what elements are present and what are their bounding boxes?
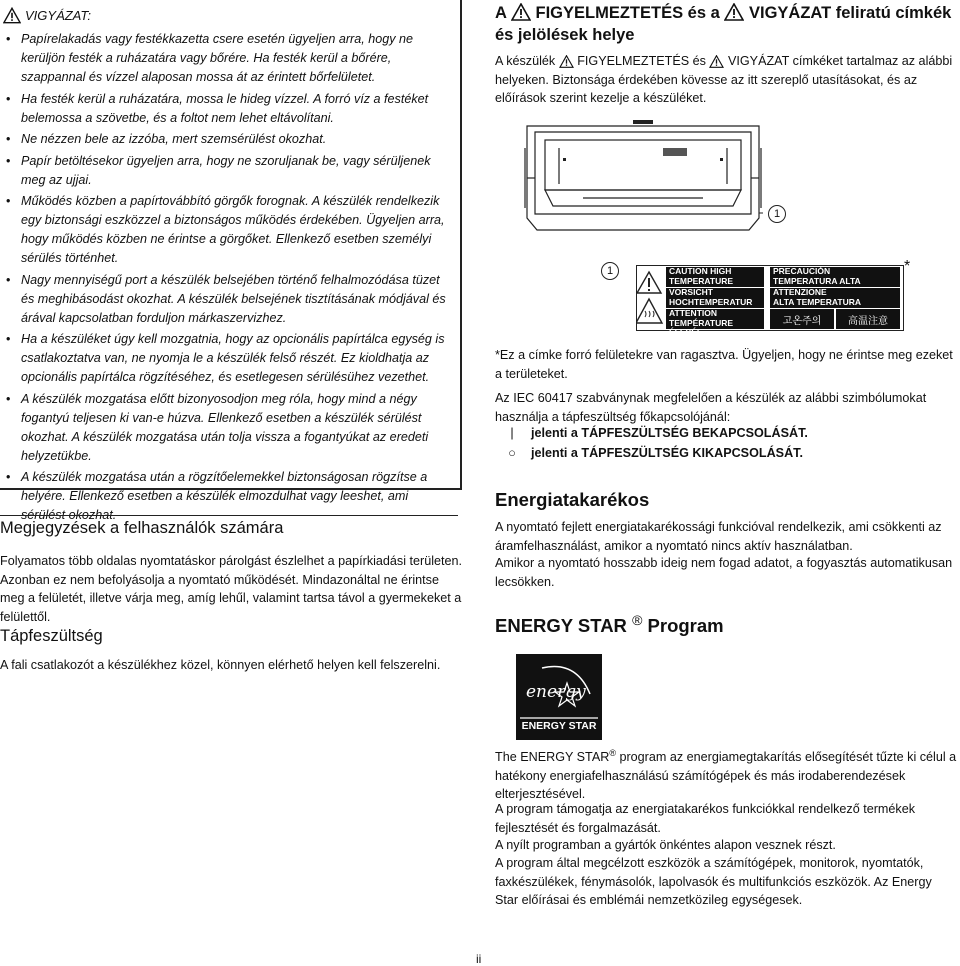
asterisk-marker: * [904,258,911,275]
sticker-line: ATTENZIONE [773,287,827,297]
caution-item: • Papír betöltésekor ügyeljen arra, hogy ne szoruljanak be, vagy sérüljenek meg az ujjai. [0,152,455,190]
energystar-p4: A program által megcélzott eszközök a számítógépek, monitorok, nyomtatók, faxkészülékek, fénymásolók, lapolvasók és multifunkciós eszközök. Az Energy Star előírásai és emblémái nemzetközileg egységesek. [495,856,932,907]
warning-labels-intro [495,52,957,108]
caution-title: VIGYÁZAT: [25,7,91,23]
warning-triangle-icon [724,3,744,21]
sticker-line: CAUTION HIGH [669,266,732,276]
power-off-row [503,446,803,460]
title-part: FIGYELMEZTETÉS és a [535,4,720,22]
sticker-text-es [773,267,898,286]
intro-part: A készülék [495,54,556,68]
sticker-text-en [669,267,764,286]
warning-triangle-icon [511,3,531,21]
sticker-text-fr [669,309,764,338]
power-off-symbol: ○ [508,446,516,460]
warning-triangle-icon [3,7,21,24]
callout-number: 1 [768,205,786,223]
printer-illustration [523,118,763,236]
registered-mark: ® [609,748,616,758]
sticker-text-it [773,288,898,307]
energystar-heading-text: ENERGY STAR [495,615,627,637]
power-text: A fali csatlakozót a készülékhez közel, könnyen elérhető helyen kell felszerelni. [0,658,441,672]
intro-part: VIGYÁZAT címkéket tartalmaz az alábbi helyeken. Biztonsága érdekében kövesse az itt szereplő utasításokat, és az előírások szerint kezelje a készüléket. [495,54,953,105]
energy-p2: Amikor a nyomtató hosszabb ideig nem fogad adatot, a fogyasztás automatikusan lecsökken. [495,556,953,589]
caution-item: • A készülék mozgatása előtt bizonyosodjon meg róla, hogy mind a négy fogantyú teljesen ki van-e húzva. Ellenkező esetben a készülék sérülést okozhat. A készülék mozgatása után tolja vissza a fogantyúkat az eredeti helyzetükbe. [0,390,455,466]
energystar-p1-part: The ENERGY STAR [495,750,610,765]
warning-triangle-icon [709,55,724,68]
callout-number: 1 [601,262,619,280]
sticker-line: HOCHTEMPERATUR [669,296,753,307]
energy-star-logo-text: ENERGY STAR [521,720,597,732]
energy-script-text: energy [526,682,586,702]
sticker-text-ja: 高温注意 [848,316,888,327]
sticker-text-ko: 고온주의 [782,316,822,327]
caution-heading [3,5,91,25]
sticker-line: VORSICHT [669,287,713,297]
registered-mark: ® [632,612,643,628]
energy-heading: Energiatakarékos [495,489,650,510]
power-on-symbol: | [510,426,514,440]
caution-item: • Ha a készüléket úgy kell mozgatnia, hogy az opcionális papírtálca egység is csatlakoztatva van, ne nyomja le a készülék felső részét. Ez kioldhatja az opcionális papírtálca rögzítéséhez, és esetlegesen sérülésühez vezethet. [0,330,455,387]
page-number: ii [476,952,482,966]
energystar-p2: A program támogatja az energiatakarékos funkciókkal rendelkező termékek fejlesztését és forgalmazását. [495,802,916,835]
sticker-footnote: *Ez a címke forró felületekre van ragasztva. Ügyeljen, hogy ne érintse meg ezeket a területeket. [495,348,953,381]
sticker-line: ALTA TEMPERATURA [773,296,861,307]
notes-text: Folyamatos több oldalas nyomtatáskor párolgást észlelhet a papírkiadási területen. Azonban ez nem befolyásolja a nyomtató működését. Mindazonáltal ne érintse meg a felületét, illetve várja meg, amíg lehűl, valamint tartsa távol a gyermekeket a felülettől. [0,554,463,624]
power-on-row [503,426,808,440]
energystar-heading-text: Program [647,615,724,637]
caution-item: • A készülék mozgatása után a rögzítőelemekkel biztonságosan rögzítse a helyére. Ellenkező esetben a készülék elmozdulhat vagy leeshet, ami sérülést okozhat. [0,468,455,525]
sticker-line: PRECAUCIÓN [773,266,831,276]
sticker-text-de [669,288,764,307]
energystar-p3: A nyílt programban a gyártók önkéntes alapon vesznek részt. [495,838,836,852]
caution-item: • Működés közben a papírtovábbító görgők forognak. A készülék rendelkezik egy biztonsági eszközzel a biztonságos működés érdekében. Ügyeljen arra, hogy működés közben ne érintse a görgőket. Ellenkező esetben személyi sérülés történhet. [0,192,455,268]
caution-item: • Ha festék kerül a ruházatára, mossa le hideg vízzel. A forró víz a festéket belemossa a szövetbe, és a foltot nem lehet eltávolítani. [0,90,455,128]
power-on-text: jelenti a TÁPFESZÜLTSÉG BEKAPCSOLÁSÁT. [531,426,808,440]
energystar-heading [495,612,724,637]
caution-item: • Ne nézzen bele az izzóba, mert szemsérülést okozhat. [0,130,455,149]
caution-list [0,30,455,528]
energy-p1: A nyomtató fejlett energiatakarékossági funkcióval rendelkezik, ami csökkenti az áramfelhasználást, amikor a nyomtató nincs aktív használatban. [495,520,942,553]
warning-labels-heading [495,2,960,46]
caution-item: • Papírelakadás vagy festékkazetta csere esetén ügyeljen arra, hogy ne kerüljön festék a ruházatára vagy bőrére. Ha festék kerül a bőrére, szappannal és vízzel alaposan mossa át az érintett bőrfelületet. [0,30,455,87]
power-off-text: jelenti a TÁPFESZÜLTSÉG KIKAPCSOLÁSÁT. [531,446,803,460]
sticker-line: ATTENTION [669,308,718,318]
caution-box [0,0,462,522]
title-part: A [495,4,507,22]
energystar-p1 [495,744,957,804]
power-heading: Tápfeszültség [0,627,103,645]
iec-text: Az IEC 60417 szabványnak megfelelően a készülék az alábbi szimbólumokat használja a tápfeszültség főkapcsolójánál: [495,391,927,424]
title-part: VIGYÁZAT feliratú címkék és jelölések helye [495,4,952,44]
sticker-line: TEMPERATURA ALTA [773,275,861,286]
sticker-line: TEMPÉRATURE ÉLEVÉE [669,317,734,337]
notes-heading: Megjegyzések a felhasználók számára [0,515,458,539]
caution-item: • Nagy mennyiségű port a készülék belsejében történő felhalmozódása tüzet és meghibásodást okozhat. A készülék belsejének tisztításának módjával és árával kapcsolatban forduljon márkaszervizhez. [0,271,455,328]
energy-star-logo [516,654,602,740]
hot-surface-sticker [636,265,904,337]
sticker-line: TEMPERATURE [669,275,734,286]
intro-part: FIGYELMEZTETÉS és [577,54,706,68]
energystar-p1-part: program az energiamegtakarítás elősegítését tűzte ki célul a hatékony energiafelhasználású számítógépek és más irodaberendezések elterjesztésével. [495,750,957,802]
warning-triangle-icon [559,55,574,68]
